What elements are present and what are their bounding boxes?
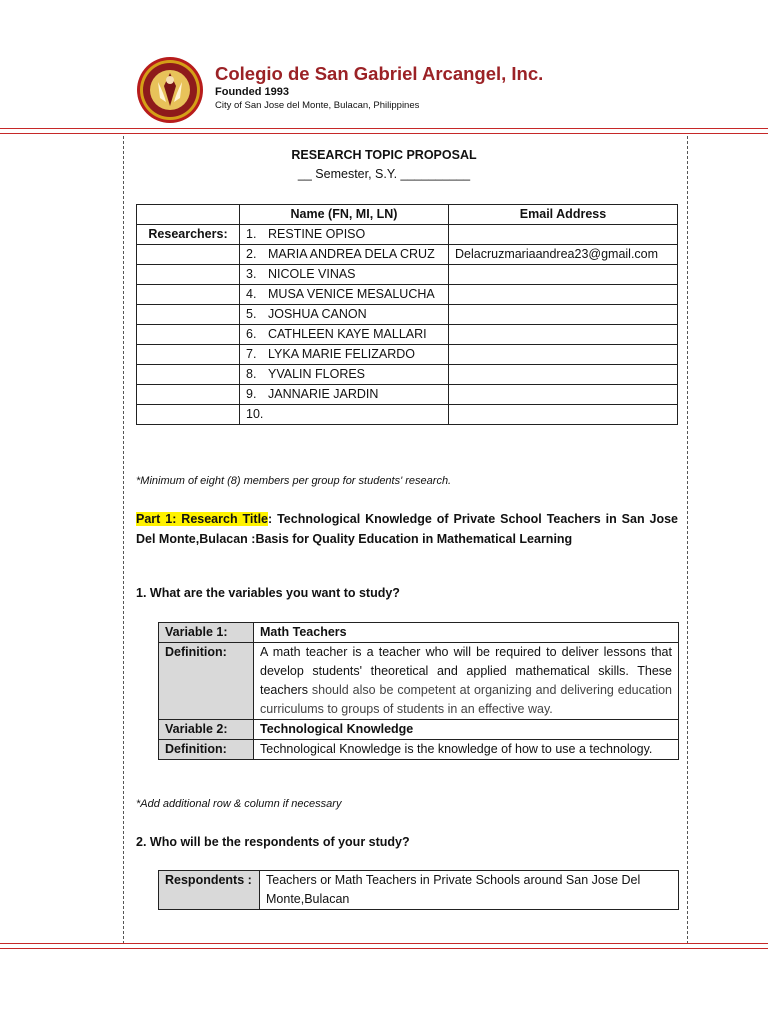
researcher-email <box>449 365 678 385</box>
table-row <box>137 345 678 365</box>
researcher-name: 5. JOSHUA CANON <box>240 305 449 325</box>
researchers-label: Researchers: <box>137 225 240 245</box>
variables-table <box>158 622 679 760</box>
researcher-name: 7. LYKA MARIE FELIZARDO <box>240 345 449 365</box>
email-column-header: Email Address <box>449 205 678 225</box>
researcher-email <box>449 345 678 365</box>
researcher-name: 1. RESTINE OPISO <box>240 225 449 245</box>
table-row <box>137 225 678 245</box>
school-name: Colegio de San Gabriel Arcangel, Inc. <box>215 63 544 84</box>
variable-label: Variable 1: <box>159 623 254 643</box>
researcher-email <box>449 265 678 285</box>
add-row-note: *Add additional row & column if necessary <box>136 798 342 810</box>
researcher-name: 6. CATHLEEN KAYE MALLARI <box>240 325 449 345</box>
table-row <box>159 720 679 740</box>
variable-label: Variable 2: <box>159 720 254 740</box>
table-row <box>159 623 679 643</box>
table-row <box>137 265 678 285</box>
form-title: RESEARCH TOPIC PROPOSAL <box>291 148 477 162</box>
name-column-header: Name (FN, MI, LN) <box>240 205 449 225</box>
question-2: 2. Who will be the respondents of your study? <box>136 835 410 849</box>
header-rule-bottom <box>0 133 768 134</box>
definition-label: Definition: <box>159 740 254 760</box>
researcher-name: 10. <box>240 405 449 425</box>
members-note: *Minimum of eight (8) members per group for students' research. <box>136 475 452 487</box>
left-dashed-border <box>123 136 124 944</box>
table-row <box>137 245 678 265</box>
variable-value: Technological Knowledge <box>254 720 679 740</box>
respondents-table <box>158 870 679 910</box>
researcher-name: 3. NICOLE VINAS <box>240 265 449 285</box>
table-row <box>137 365 678 385</box>
table-row <box>137 385 678 405</box>
researcher-email <box>449 325 678 345</box>
school-address: City of San Jose del Monte, Bulacan, Philippines <box>215 100 420 111</box>
researcher-name: 8. YVALIN FLORES <box>240 365 449 385</box>
definition-label: Definition: <box>159 643 254 720</box>
founded-year: Founded 1993 <box>215 86 289 98</box>
researcher-email <box>449 305 678 325</box>
empty-header-cell <box>137 205 240 225</box>
footer-rule-bottom <box>0 948 768 949</box>
researchers-table <box>136 204 678 425</box>
researcher-email <box>449 285 678 305</box>
variable-value: Math Teachers <box>254 623 679 643</box>
respondents-value: Teachers or Math Teachers in Private Schools around San Jose Del Monte,Bulacan <box>260 871 679 910</box>
footer-rule-top <box>0 943 768 944</box>
researcher-name: 9. JANNARIE JARDIN <box>240 385 449 405</box>
research-title: : Technological Knowledge of Private School Teachers in San Jose Del Monte,Bulacan :Basis for Quality Education in Mathematical Learning <box>136 512 678 546</box>
table-row <box>137 405 678 425</box>
researcher-email <box>449 385 678 405</box>
table-row <box>137 305 678 325</box>
researcher-email <box>449 405 678 425</box>
header-rule-top <box>0 128 768 129</box>
researcher-name: 2. MARIA ANDREA DELA CRUZ <box>240 245 449 265</box>
table-row <box>159 643 679 720</box>
table-row <box>137 325 678 345</box>
researcher-email: Delacruzmariaandrea23@gmail.com <box>449 245 678 265</box>
researcher-name: 4. MUSA VENICE MESALUCHA <box>240 285 449 305</box>
definition-value: Technological Knowledge is the knowledge of how to use a technology. <box>254 740 679 760</box>
research-title-paragraph <box>136 510 678 549</box>
respondents-label: Respondents : <box>159 871 260 910</box>
school-seal-logo <box>136 56 204 124</box>
question-1: 1. What are the variables you want to study? <box>136 586 400 600</box>
table-row <box>137 285 678 305</box>
table-row <box>159 871 679 910</box>
part1-label: Part 1: Research Title <box>136 512 268 526</box>
researcher-email <box>449 225 678 245</box>
right-dashed-border <box>687 136 688 944</box>
definition-value: A math teacher is a teacher who will be required to deliver lessons that develop students' theoretical and applied mathematical skills. These teachers should also be competent at organizing and delivering education curriculums to groups of students in an effective way. <box>254 643 679 720</box>
semester-line: __ Semester, S.Y. __________ <box>297 167 471 181</box>
table-header-row <box>137 205 678 225</box>
table-row <box>159 740 679 760</box>
